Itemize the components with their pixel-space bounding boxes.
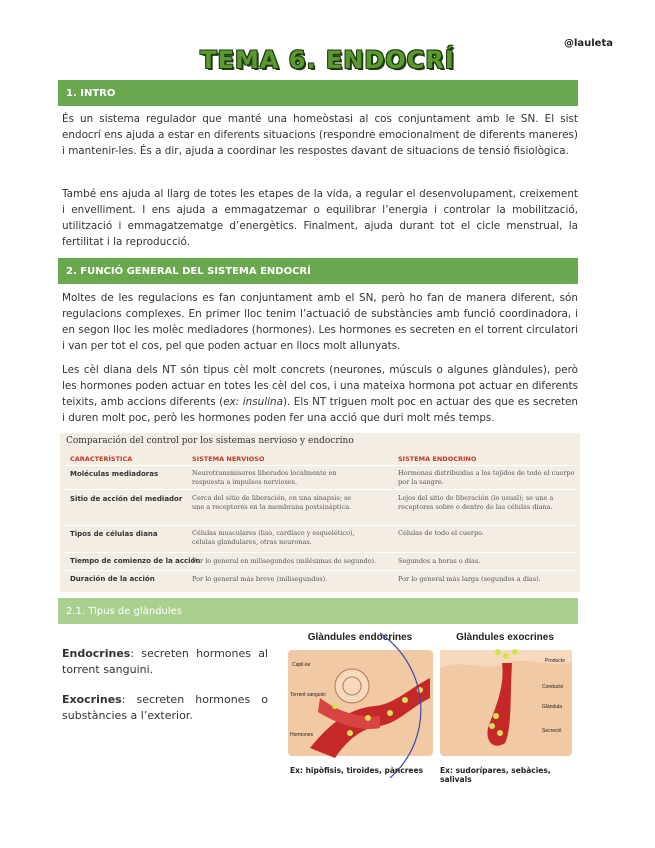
funcio-paragraph-1: Moltes de les regulacions es fan conjuntament amb el SN, però ho fan de manera diferent, són regulacions complexes. En primer lloc tenim l’actuació de substàncies amb funció coordinadora, i en segon lloc les molèc mediadores (hormones). Les hormones es secreten en el torrent circulatori i van per tot el cos, pel que poden actuar en llocs molt allunyats. [62,292,578,352]
intro-paragraph-2: També ens ajuda al llarg de totes les etapes de la vida, a regular el desenvolupament, creixement i envelliment. I ens ajuda a emmagatzemar o equilibrar l’energia i controlar la mobilització, utilització i emmagatzematge d’energètics. Finalment, ajuda durant tot el cicle menstrual, la fertilitat i la reproducció. [62,188,578,248]
label-capillary: Capil·lar [292,662,311,668]
table-cell: Por lo general en milisegundos (milésimas de segundo). [192,557,377,565]
endocrine-def-text: : secreten hormones al torrent sanguini. [62,647,268,676]
table-divider [64,525,576,526]
hormone-dot [365,715,371,721]
section-heading-intro [58,80,578,106]
label-bloodstream: Torrent sanguini [290,692,326,698]
table-cell: Cerca del sitio de liberación, en una sinapsis; se une a receptores en la membrana postsináptica. [192,494,352,511]
funcio-p2-b: ). Els NT triguen molt poc en actuar des que es secreten i duren molt poc, però les hormones poden fer una acció que duri molt més temps. [62,396,578,424]
page-title: TEMA 6. ENDOCRÍ [200,46,455,74]
table-cell: Células musculares (liso, cardíaco y esquelético), células glandulares, otras neuronas. [192,529,355,546]
section-heading-funcio [58,258,578,284]
exocrine-def-text: : secreten hormones o substàncies a l’exterior. [62,693,268,722]
table-divider [64,465,576,466]
table-divider [64,489,576,490]
table-divider [64,552,576,553]
table-divider [64,570,576,571]
exocrine-term: Exocrines [62,693,122,706]
table-caption: Comparación del control por los sistemas nervioso y endocrino [66,436,354,446]
funcio-p2-example: ex: insulina [223,396,283,408]
table-cell: Células de todo el cuerpo. [398,529,484,537]
table-header-nervioso: SISTEMA NERVIOSO [192,455,265,463]
hormone-dot [387,710,393,716]
table-row-label: Sitio de acción del mediador [70,495,183,503]
endocrine-cell-cluster [335,669,369,703]
table-row-label: Tiempo de comienzo de la acción [70,557,201,565]
label-product: Producte [545,658,566,664]
endocrine-panel [288,632,433,778]
gland-figure [280,628,580,784]
exocrine-definition [62,692,268,724]
hormone-dot [347,730,353,736]
table-header-caracteristica: CARACTERÍSTICA [70,455,133,463]
section-heading-tipus [58,598,578,624]
section-heading-intro-text: 1. INTRO [66,87,116,99]
label-gland: Glàndula [542,704,563,710]
label-hormones: Hormones [290,732,314,738]
secretion-dot [497,730,503,736]
hormone-dot [332,703,338,709]
exocrine-title: Glàndules exocrines [456,632,554,643]
intro-paragraph-1: És un sistema regulador que manté una homeòstasi al cos conjuntament amb le SN. El sist endocrí ens ajuda a estar en diferents situacions (respondre emocionalment de diferents maneres) i mantenir-les. És a dir, ajuda a coordinar les respostes davant de situacions de tensió fisiològica. [62,113,578,157]
secretion-dot [512,649,518,655]
table-cell: Segundos a horas o días. [398,557,481,565]
comparison-table [60,433,580,592]
table-row-label: Duración de la acción [70,575,155,583]
table-row-label: Moléculas mediadoras [70,470,159,478]
table-row-label: Tipos de células diana [70,530,158,538]
funcio-p2-a: Les cèl diana dels NT són tipus cèl molt concrets (neurones, músculs o algunes glàndules), però les hormones poden actuar en totes les cèl del cos, i una mateixa hormona pot actuar en diferents teixits, amb accions diferents ( [62,364,578,408]
gland-illustration [280,628,580,778]
label-secretion: Secreció [542,728,562,734]
endocrine-definition [62,646,268,678]
table-header-endocrino: SISTEMA ENDOCRINO [398,455,477,463]
table-cell: Por lo general más breve (milisegundos). [192,575,328,583]
exocrine-caption: Ex: sudorípares, sebàcies, salivals [440,766,551,784]
author-handle: @lauleta [563,38,613,49]
secretion-dot [503,653,509,659]
secretion-dot [495,649,501,655]
table-cell: Por lo general más larga (segundos a días). [398,575,541,583]
exocrine-panel [440,632,572,756]
funcio-paragraph-2 [62,362,578,426]
secretion-dot [493,713,499,719]
section-heading-funcio-text: 2. FUNCIÓ GENERAL DEL SISTEMA ENDOCRÍ [66,265,311,277]
endocrine-term: Endocrines [62,647,131,660]
table-cell: Neurotransmisores liberados localmente en respuesta a impulsos nerviosos. [192,469,337,486]
label-duct: Conducte [542,684,564,690]
section-heading-tipus-text: 2.1. Tipus de glàndules [66,605,183,617]
table-cell: Hormonas distribuidas a los tejidos de todo el cuerpo por la sangre. [398,469,575,486]
endocrine-title: Glàndules endocrines [307,632,413,643]
table-cell: Lejos del sitio de liberación (lo usual); se une a receptores sobre o dentro de las células diana. [398,494,554,511]
hormone-dot [402,697,408,703]
endocrine-caption: Ex: hipòfisis, tiroides, pàncrees [290,766,424,775]
secretion-dot [489,723,495,729]
